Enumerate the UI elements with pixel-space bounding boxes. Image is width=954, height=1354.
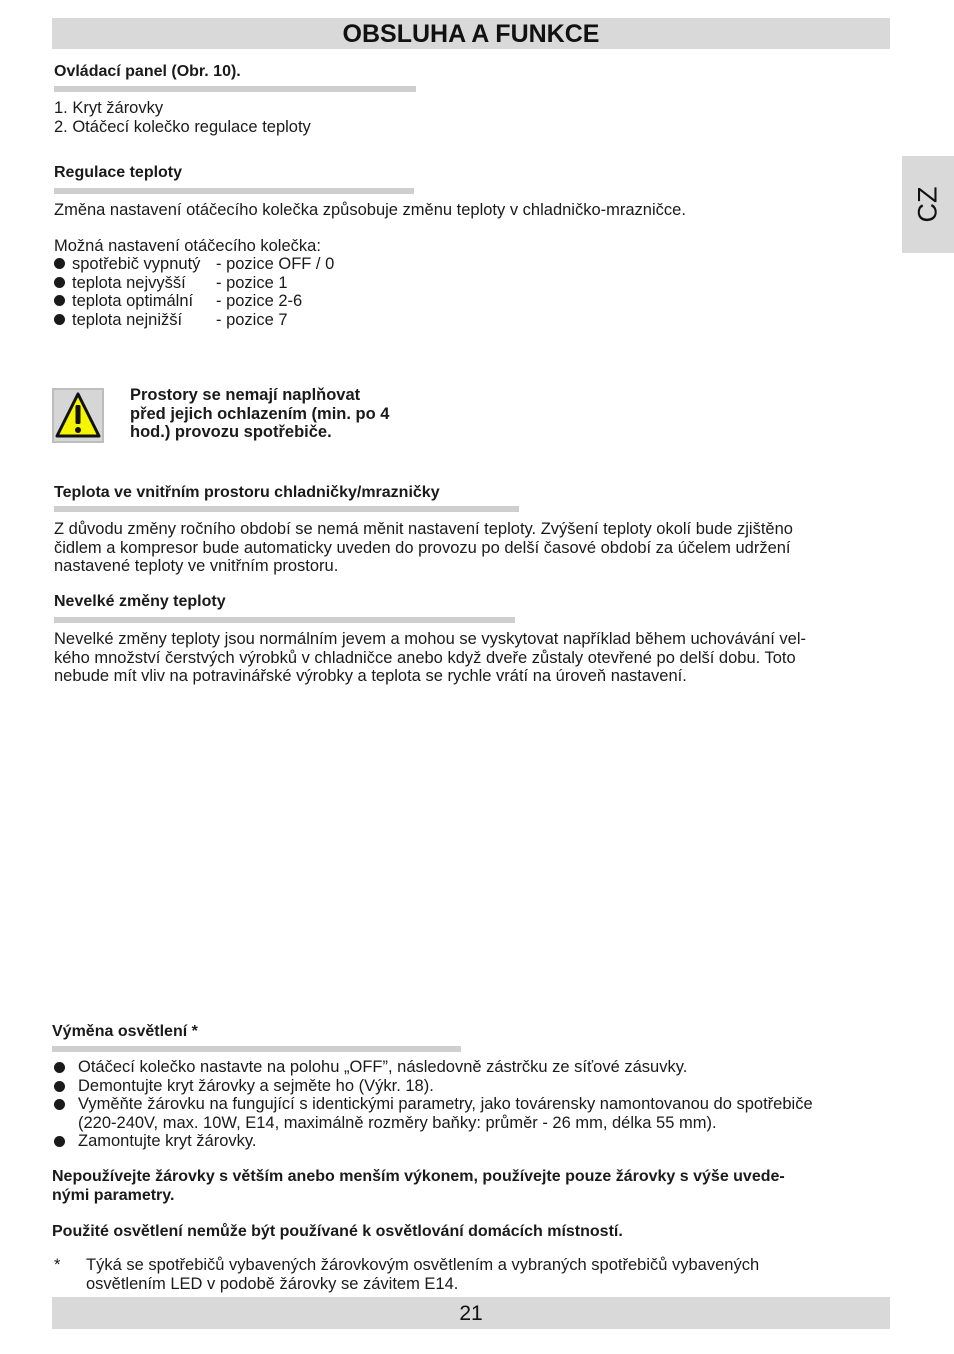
interior-temperature-underline: [54, 506, 519, 512]
control-panel-item-1: 1. Kryt žárovky: [54, 99, 164, 117]
lamp-replacement-list: [54, 1058, 894, 1151]
interior-temperature-text: [54, 520, 894, 576]
footer-bar: [52, 1297, 890, 1329]
bullet-icon: [54, 277, 65, 288]
bold-note-1: Nepoužívejte žárovky s větším anebo menším výkonem, používejte pouze žárovky s výše uvede- nými parametry.: [52, 1168, 785, 1204]
control-panel-underline: [54, 86, 416, 92]
bullet-icon: [54, 1062, 65, 1073]
warning-text: [130, 386, 430, 442]
paragraph-line: nebude mít vliv na potravinářské výrobky a teplota se rychle vrátí na úroveň nastavení.: [54, 667, 687, 685]
paragraph-line: kého množství čerstvých výrobků v chladničce anebo když dveře zůstaly otevřené po delší dobu. Toto: [54, 648, 796, 667]
lamp-replacement-underline: [52, 1046, 461, 1052]
paragraph-line: Nevelké změny teploty jsou normálním jevem a mohou se vyskytovat například během uchovávání vel-: [54, 630, 807, 648]
footnote-mark: *: [54, 1256, 61, 1274]
setting-value: - pozice 1: [216, 273, 288, 292]
control-panel-heading: Ovládací panel (Obr. 10).: [54, 63, 241, 80]
bullet-icon: [54, 295, 65, 306]
small-changes-text: [54, 630, 894, 686]
setting-label: teplota nejvyšší: [72, 273, 186, 292]
bullet-icon: [54, 1136, 65, 1147]
setting-label: spotřebič vypnutý: [72, 255, 201, 273]
setting-row: [54, 274, 454, 293]
page-title: OBSLUHA A FUNKCE: [342, 20, 600, 48]
small-changes-underline: [54, 617, 515, 623]
setting-row: [54, 311, 454, 330]
temperature-control-heading: Regulace teploty: [54, 164, 183, 181]
warning-line: před jejich ochlazením (min. po 4: [130, 404, 390, 423]
lamp-replacement-heading: Výměna osvětlení *: [52, 1023, 198, 1040]
bullet-icon: [54, 1081, 65, 1092]
list-item: Zamontujte kryt žárovky.: [54, 1132, 894, 1151]
paragraph-line: Z důvodu změny ročního období se nemá měnit nastavení teploty. Zvýšení teploty okolí bude zjištěno: [54, 520, 793, 538]
page-number: 21: [459, 1302, 483, 1325]
list-item: Otáčecí kolečko nastavte na polohu „OFF”, následovně zástrčku ze síťové zásuvky.: [54, 1058, 894, 1077]
bold-note-2: Použité osvětlení nemůže být používané k osvětlování domácích místností.: [52, 1223, 623, 1240]
interior-temperature-heading: Teplota ve vnitřním prostoru chladničky/mrazničky: [54, 484, 440, 501]
header-bar: [52, 18, 890, 49]
paragraph-line: čidlem a kompresor bude automaticky uveden do provozu po delší časové období za účelem udržení: [54, 538, 791, 557]
small-changes-heading: Nevelké změny teploty: [54, 593, 226, 610]
setting-label: teplota optimální: [72, 292, 194, 310]
setting-value: - pozice 7: [216, 310, 288, 329]
paragraph-line: nastavené teploty ve vnitřním prostoru.: [54, 557, 339, 575]
warning-triangle-icon: [52, 388, 104, 443]
warning-line: hod.) provozu spotřebiče.: [130, 423, 332, 441]
temperature-control-underline: [54, 188, 414, 194]
list-item: Demontujte kryt žárovky a sejměte ho (Výkr. 18).: [54, 1077, 894, 1096]
warning-line: Prostory se nemají naplňovat: [130, 386, 361, 404]
list-item: Vyměňte žárovku na fungující s identickými parametry, jako továrensky namontovanou do spotřebiče (220-240V, max. 10W, E14, maximálně rozměry baňky: průměr - 26 mm, délka 55 mm).: [54, 1095, 894, 1132]
bullet-icon: [54, 1099, 65, 1110]
setting-row: [54, 292, 454, 311]
language-tab: [902, 156, 954, 253]
language-tab-label: CZ: [912, 186, 943, 223]
setting-row: [54, 255, 454, 274]
settings-intro: Možná nastavení otáčecího kolečka:: [54, 237, 321, 255]
setting-value: - pozice OFF / 0: [216, 255, 335, 273]
footnote-text: Týká se spotřebičů vybavených žárovkovým osvětlením a vybraných spotřebičů vybavených osvětlením LED v podobě žárovky se závitem E14.: [86, 1256, 760, 1293]
setting-label: teplota nejnižší: [72, 310, 183, 329]
temperature-control-text: Změna nastavení otáčecího kolečka způsobuje změnu teploty v chladničko-mrazničce.: [54, 201, 686, 219]
control-panel-item-2: 2. Otáčecí kolečko regulace teploty: [54, 117, 311, 136]
bullet-icon: [54, 258, 65, 269]
setting-value: - pozice 2-6: [216, 292, 303, 310]
bullet-icon: [54, 314, 65, 325]
